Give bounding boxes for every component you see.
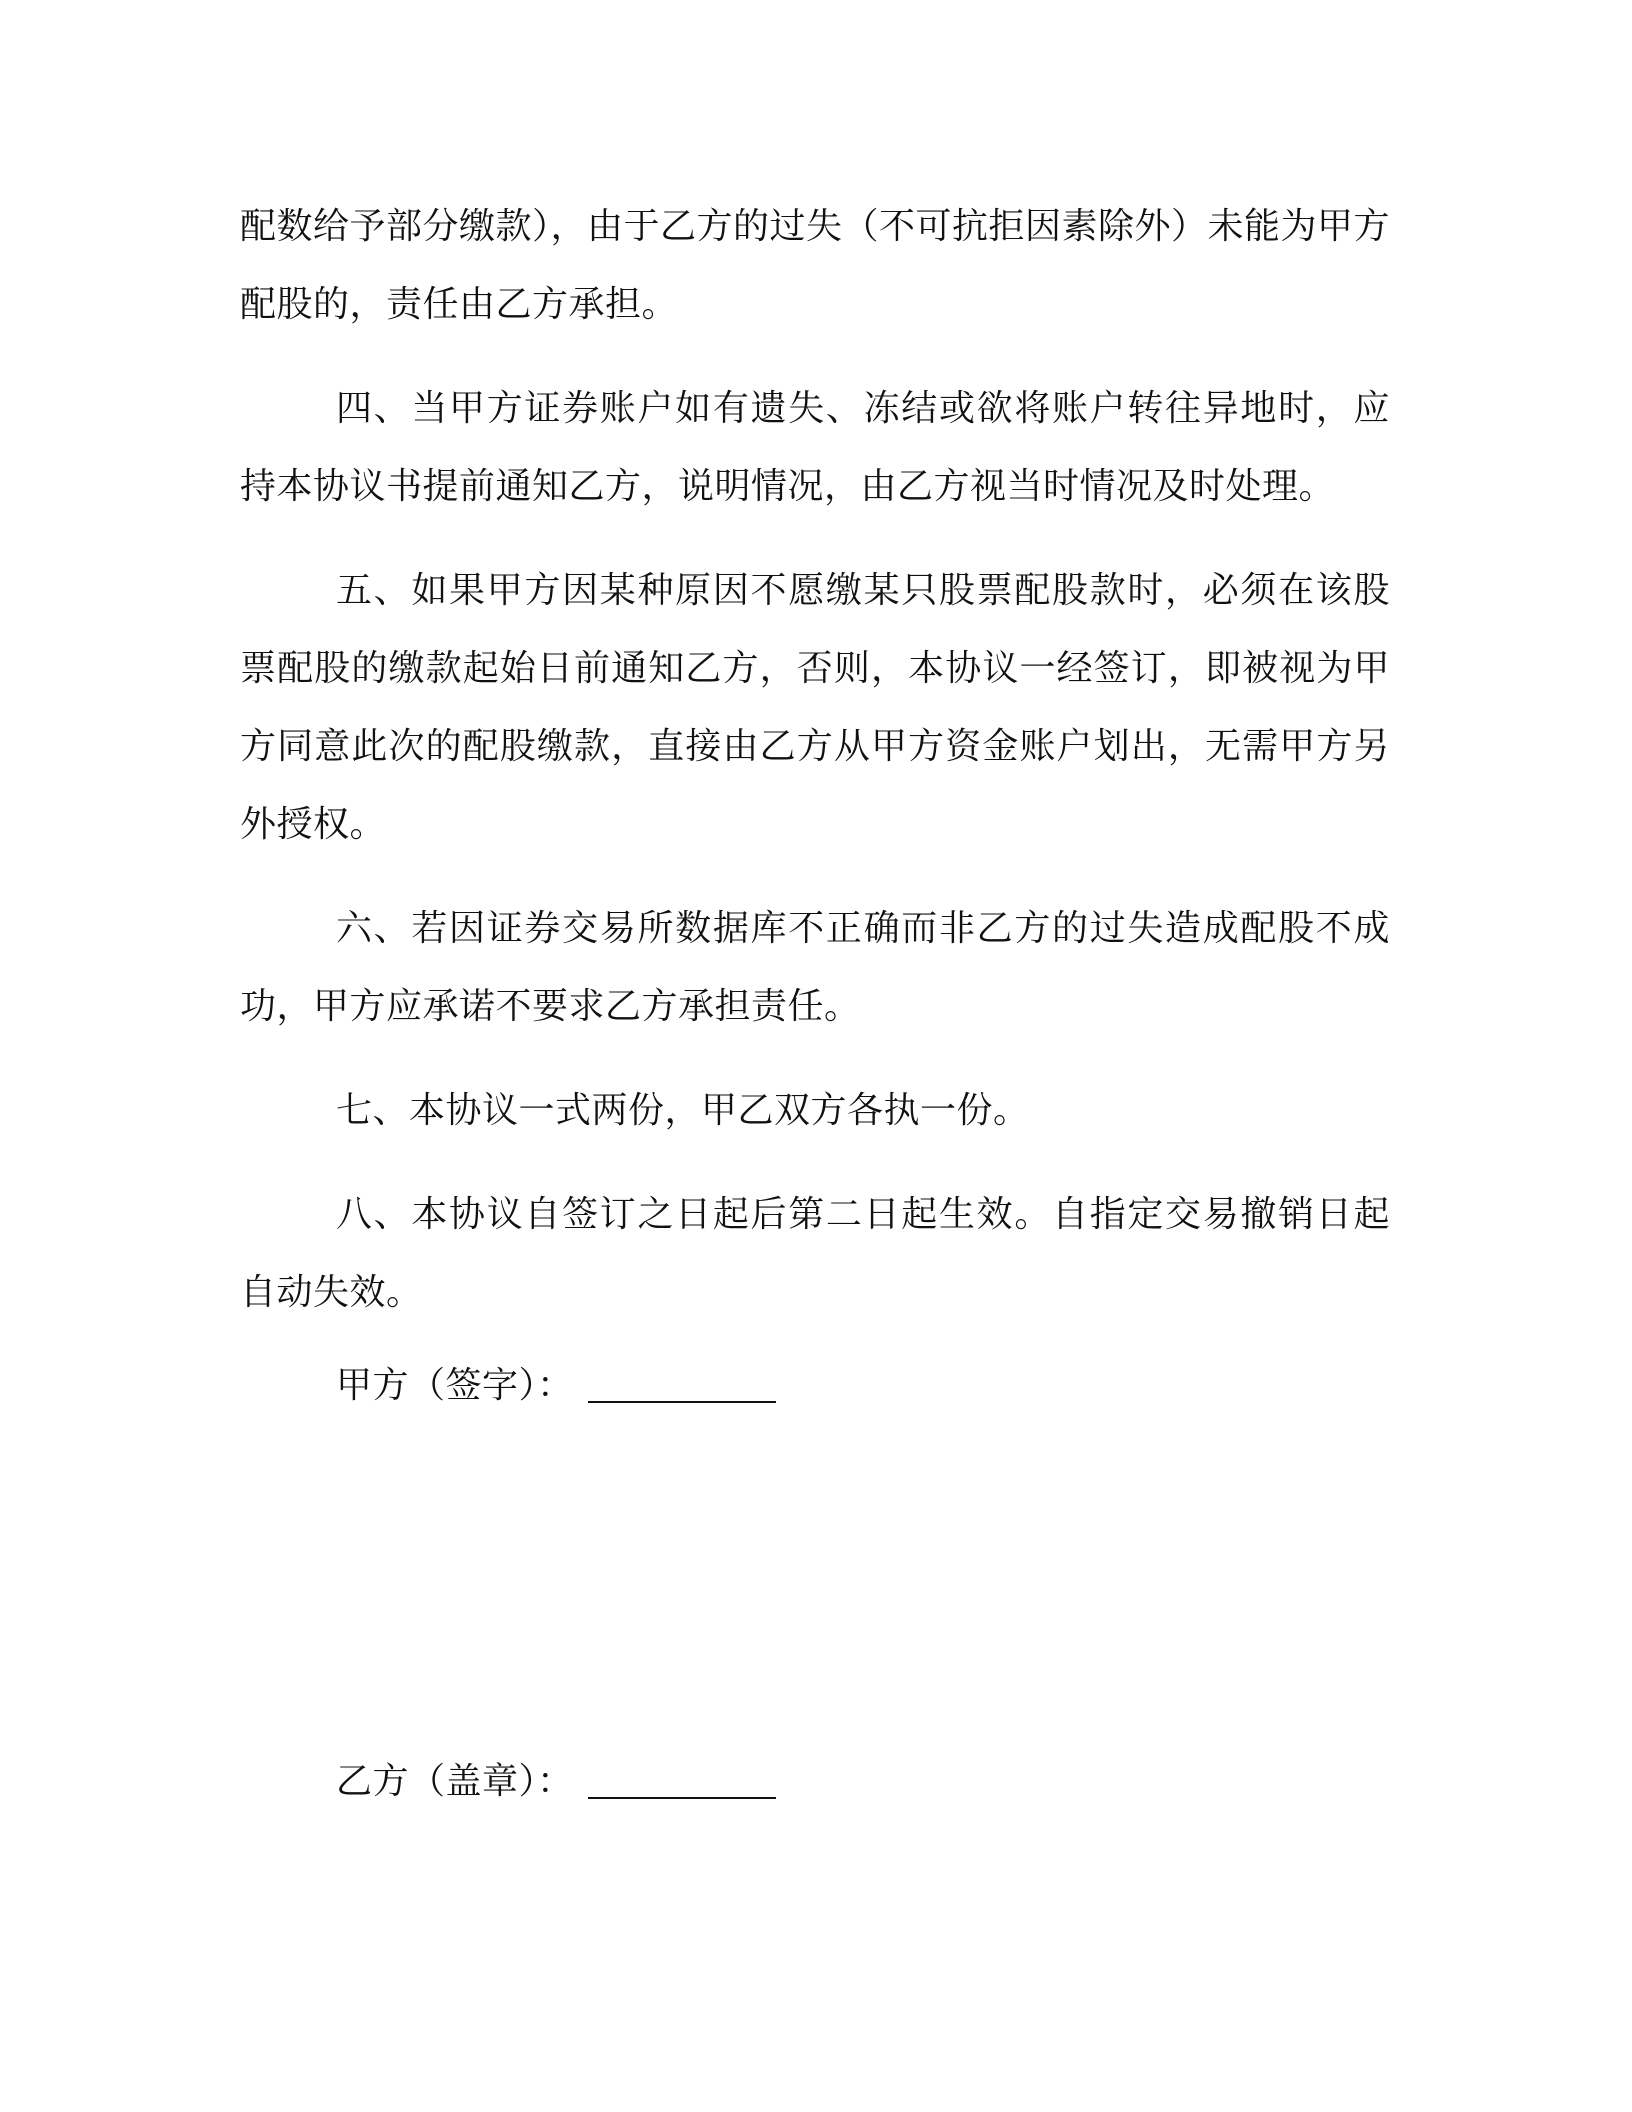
paragraph-continuation: 配数给予部分缴款），由于乙方的过失（不可抗拒因素除外）未能为甲方配股的，责任由乙方承担。: [240, 206, 1391, 325]
party-a-signature-line: [336, 1356, 776, 1416]
party-b-seal-blank: [588, 1757, 776, 1799]
agreement-body: [240, 188, 1390, 1332]
clause-six: 六、若因证券交易所数据库不正确而非乙方的过失造成配股不成功，甲方应承诺不要求乙方承担责任。: [240, 908, 1390, 1027]
clause-five: 五、如果甲方因某种原因不愿缴某只股票配股款时，必须在该股票配股的缴款起始日前通知乙方，否则，本协议一经签订，即被视为甲方同意此次的配股缴款，直接由乙方从甲方资金账户划出，无需甲方另外授权。: [240, 570, 1390, 845]
clause-eight: 八、本协议自签订之日起后第二日起生效。自指定交易撤销日起自动失效。: [240, 1194, 1390, 1313]
party-a-signature-blank: [588, 1361, 776, 1403]
party-b-seal-line: [336, 1752, 776, 1812]
party-b-seal-label: 乙方（盖章）：: [336, 1761, 574, 1802]
party-a-signature-label: 甲方（签字）：: [336, 1365, 574, 1406]
clause-seven: 七、本协议一式两份，甲乙双方各执一份。: [336, 1090, 1030, 1131]
clause-four: 四、当甲方证券账户如有遗失、冻结或欲将账户转往异地时，应持本协议书提前通知乙方，说明情况，由乙方视当时情况及时处理。: [240, 388, 1390, 507]
